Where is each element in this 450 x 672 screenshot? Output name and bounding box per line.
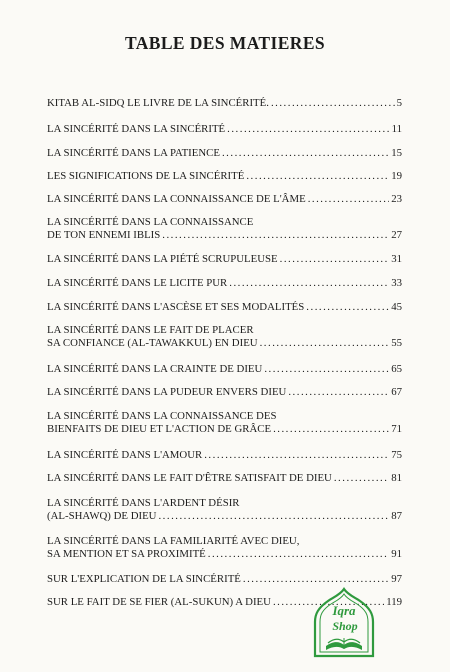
toc-entry-title: SUR LE FAIT DE SE FIER (AL-SUKUN) A DIEU: [47, 596, 271, 608]
toc-entry: [47, 229, 402, 242]
toc-page-number: 19: [391, 170, 402, 182]
toc-entry: [47, 337, 402, 350]
toc-entry-title: LA SINCÉRITÉ DANS LA CONNAISSANCE DE L'ÂME: [47, 193, 306, 205]
dot-leader: [334, 472, 389, 485]
dot-leader: [208, 548, 389, 561]
toc-entry: [47, 123, 402, 136]
dot-leader: [229, 277, 389, 290]
toc-page-number: 81: [391, 472, 402, 484]
toc-page-number: 23: [391, 193, 402, 205]
toc-entry-title: LA SINCÉRITÉ DANS LA PUDEUR ENVERS DIEU: [47, 386, 287, 398]
dot-leader: [246, 170, 389, 183]
toc-entry: [47, 386, 402, 399]
toc-entry: [47, 324, 402, 337]
toc-entry: [47, 363, 402, 376]
toc-entry-title: LA SINCÉRITÉ DANS LE FAIT DE PLACER: [47, 324, 254, 336]
toc-page-number: 11: [391, 123, 402, 135]
dot-leader: [260, 337, 390, 350]
toc-entry: [47, 301, 402, 314]
toc-entry: [47, 170, 402, 183]
toc-page-number: 67: [391, 386, 402, 398]
dot-leader: [271, 97, 395, 110]
toc-entry-title: LA SINCÉRITÉ DANS LA PATIENCE: [47, 147, 220, 159]
dot-leader: [308, 193, 390, 206]
toc-entry-title: BIENFAITS DE DIEU ET L'ACTION DE GRÂCE: [47, 423, 272, 435]
dot-leader: [227, 123, 389, 136]
toc-entry: [47, 548, 402, 561]
toc-entry-title: LA SINCÉRITÉ DANS L'AMOUR: [47, 449, 203, 461]
toc-entry: [47, 573, 402, 586]
toc-page-number: 33: [391, 277, 402, 289]
dot-leader: [264, 363, 389, 376]
toc-entry-title: LES SIGNIFICATIONS DE LA SINCÉRITÉ: [47, 170, 245, 182]
toc-entry-title: LA SINCÉRITÉ DANS L'ASCÈSE ET SES MODALITÉS: [47, 301, 305, 313]
toc-entry-title: KITAB AL-SIDQ LE LIVRE DE LA SINCÉRITÉ.: [47, 97, 269, 109]
toc-page-number: 55: [391, 337, 402, 349]
toc-entry: [47, 472, 402, 485]
dot-leader: [162, 229, 389, 242]
toc-page-number: 31: [391, 253, 402, 265]
toc-page-number: 97: [391, 573, 402, 585]
logo-text-iqra: Iqra: [332, 603, 356, 618]
dot-leader: [273, 423, 389, 436]
toc-entry-title: DE TON ENNEMI IBLIS: [47, 229, 161, 241]
toc-entry-title: SA MENTION ET SA PROXIMITÉ: [47, 548, 206, 560]
toc-entry: [47, 510, 402, 523]
toc-entry: [47, 193, 402, 206]
toc-entry: [47, 147, 402, 160]
logo-text-shop: Shop: [332, 619, 358, 633]
toc-entry: [47, 253, 402, 266]
iqra-shop-logo: [304, 586, 384, 664]
toc-page-number: 87: [391, 510, 402, 522]
toc-page-number: 91: [391, 548, 402, 560]
toc-page-number: 75: [391, 449, 402, 461]
toc-entry: [47, 423, 402, 436]
toc-entry: [47, 497, 402, 510]
dot-leader: [158, 510, 389, 523]
toc-entry: [47, 410, 402, 423]
toc-page-number: 15: [391, 147, 402, 159]
toc-entry-title: SA CONFIANCE (AL-TAWAKKUL) EN DIEU: [47, 337, 258, 349]
toc-entry-title: SUR L'EXPLICATION DE LA SINCÉRITÉ: [47, 573, 241, 585]
toc-entry: [47, 449, 402, 462]
dot-leader: [288, 386, 389, 399]
dot-leader: [306, 301, 389, 314]
toc-page-number: 71: [391, 423, 402, 435]
toc-page-number: 45: [391, 301, 402, 313]
toc-entry: [47, 535, 402, 548]
toc-entry-title: LA SINCÉRITÉ DANS LA SINCÉRITÉ: [47, 123, 226, 135]
toc-entry-title: LA SINCÉRITÉ DANS LA CONNAISSANCE: [47, 216, 254, 228]
toc-page-number: 119: [386, 596, 402, 608]
toc-entry-title: LA SINCÉRITÉ DANS LA CONNAISSANCE DES: [47, 410, 277, 422]
toc-page-number: 5: [396, 97, 402, 109]
dot-leader: [204, 449, 389, 462]
toc-entry-title: LA SINCÉRITÉ DANS LA PIÉTÉ SCRUPULEUSE: [47, 253, 278, 265]
toc-page-number: 65: [391, 363, 402, 375]
toc-entry: [47, 97, 402, 110]
toc-entry-title: LA SINCÉRITÉ DANS LA CRAINTE DE DIEU: [47, 363, 263, 375]
open-book-icon: [326, 638, 362, 650]
toc-entry-title: LA SINCÉRITÉ DANS L'ARDENT DÉSIR: [47, 497, 240, 509]
toc-entry: [47, 277, 402, 290]
dot-leader: [280, 253, 390, 266]
toc-entry-title: LA SINCÉRITÉ DANS LE FAIT D'ÊTRE SATISFAIT DE DIEU: [47, 472, 332, 484]
toc-entry-title: LA SINCÉRITÉ DANS LA FAMILIARITÉ AVEC DIEU,: [47, 535, 300, 547]
toc-entry: [47, 216, 402, 229]
dot-leader: [222, 147, 389, 160]
dot-leader: [243, 573, 389, 586]
toc-page-number: 27: [391, 229, 402, 241]
toc-entry-title: (AL-SHAWQ) DE DIEU: [47, 510, 157, 522]
page-title: TABLE DES MATIERES: [124, 33, 326, 53]
toc-entry-title: LA SINCÉRITÉ DANS LE LICITE PUR: [47, 277, 228, 289]
